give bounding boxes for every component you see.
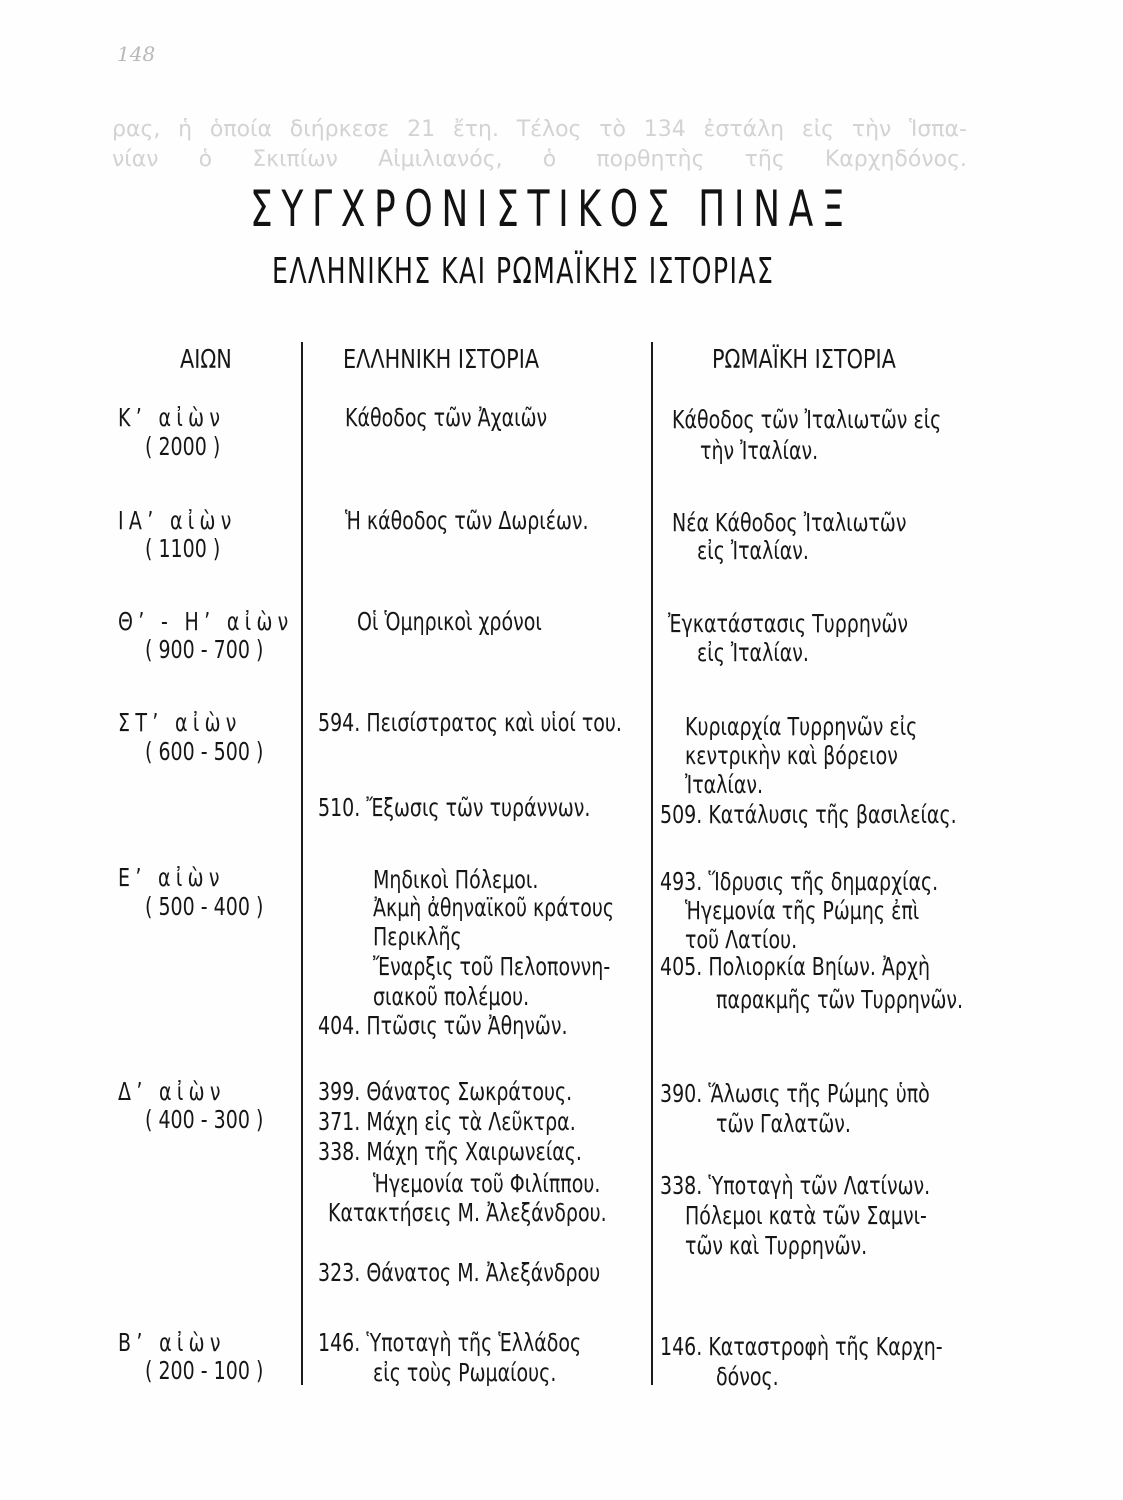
greek-event-line: 146. Ὑποταγὴ τῆς Ἑλλάδος (318, 1328, 582, 1357)
greek-event-line: 323. Θάνατος Μ. Ἀλεξάνδρου (318, 1258, 601, 1287)
century-years: ( 1100 ) (145, 534, 221, 563)
greek-event-line: 404. Πτῶσις τῶν Ἀθηνῶν. (318, 1011, 568, 1040)
greek-event-line: 399. Θάνατος Σωκράτους. (318, 1077, 573, 1106)
roman-event-line: εἰς Ἰταλίαν. (697, 638, 809, 667)
century-years: ( 600 - 500 ) (145, 737, 264, 766)
column-header-greek-history: ΕΛΛΗΝΙΚΗ ΙΣΤΟΡΙΑ (343, 345, 540, 375)
column-divider (651, 342, 653, 1385)
roman-event-line: Ἰταλίαν. (685, 770, 764, 799)
roman-event-line: Κάθοδος τῶν Ἰταλιωτῶν εἰς (672, 405, 942, 434)
column-header-century: ΑΙΩΝ (180, 345, 232, 375)
greek-event-line: 338. Μάχη τῆς Χαιρωνείας. (318, 1137, 582, 1166)
roman-event-line: Ἡγεμονία τῆς Ρώμης ἐπὶ (685, 896, 920, 925)
century-label: Θ’ - Η’ αἰὼν (118, 607, 294, 636)
century-years: ( 2000 ) (145, 432, 221, 461)
roman-event-line: 390. Ἅλωσις τῆς Ρώμης ὑπὸ (660, 1079, 930, 1108)
roman-event-line: 146. Καταστροφὴ τῆς Καρχη- (660, 1332, 943, 1361)
greek-event-line: σιακοῦ πολέμου. (373, 982, 530, 1011)
century-years: ( 500 - 400 ) (145, 892, 264, 921)
greek-event-line: 371. Μάχη εἰς τὰ Λεῦκτρα. (318, 1107, 576, 1136)
column-header-roman-history: ΡΩΜΑΪΚΗ ΙΣΤΟΡΙΑ (712, 345, 896, 375)
greek-event-line: Μηδικοὶ Πόλεμοι. (373, 865, 539, 894)
roman-event-line: τὴν Ἰταλίαν. (700, 436, 819, 465)
page-subtitle: ΕΛΛΗΝΙΚΗΣ ΚΑΙ ΡΩΜΑΪΚΗΣ ΙΣΤΟΡΙΑΣ (272, 251, 775, 292)
bleed-through-line: νίαν ὁ Σκιπίων Αἰμιλιανός, ὁ πορθητὴς τῆς Καρχηδόνος. (112, 147, 967, 172)
column-divider (301, 342, 303, 1385)
bleed-through-line: ρας, ἡ ὁποία διήρκεσε 21 ἔτη. Τέλος τὸ 134 ἐστάλη εἰς τὴν Ἱσπα- (112, 117, 967, 142)
greek-event-line: εἰς τοὺς Ρωμαίους. (373, 1358, 557, 1387)
page-number: 148 (117, 42, 156, 66)
century-years: ( 900 - 700 ) (145, 635, 264, 664)
roman-event-line: τοῦ Λατίου. (685, 925, 798, 954)
roman-event-line: Πόλεμοι κατὰ τῶν Σαμνι- (685, 1201, 927, 1230)
roman-event-line: 509. Κατάλυσις τῆς βασιλείας. (660, 800, 957, 829)
roman-event-line: 493. Ἵδρυσις τῆς δημαρχίας. (660, 867, 939, 896)
century-label: Δ’ αἰὼν (118, 1077, 226, 1106)
greek-event-line: Οἱ Ὁμηρικοὶ χρόνοι (357, 607, 542, 636)
page-title: ΣΥΓΧΡΟΝΙΣΤΙΚΟΣ ΠΙΝΑΞ (250, 180, 854, 238)
century-label: Ε’ αἰὼν (118, 863, 225, 892)
greek-event-line: 594. Πεισίστρατος καὶ υἱοί του. (318, 708, 622, 737)
roman-event-line: παρακμῆς τῶν Τυρρηνῶν. (716, 985, 964, 1014)
greek-event-line: Ἀκμὴ ἀθηναϊκοῦ κράτους (373, 893, 614, 922)
roman-event-line: τῶν καὶ Τυρρηνῶν. (685, 1231, 868, 1260)
century-years: ( 400 - 300 ) (145, 1105, 264, 1134)
roman-event-line: 405. Πολιορκία Βηίων. Ἀρχὴ (660, 952, 930, 981)
century-years: ( 200 - 100 ) (145, 1356, 264, 1385)
century-label: ΣΤ’ αἰὼν (118, 708, 242, 737)
roman-event-line: Κυριαρχία Τυρρηνῶν εἰς (685, 712, 918, 741)
roman-event-line: δόνος. (716, 1362, 779, 1391)
greek-event-line: Ἔναρξις τοῦ Πελοποννη- (373, 952, 611, 981)
greek-event-line: Περικλῆς (373, 922, 462, 951)
roman-event-line: κεντρικὴν καὶ βόρειον (685, 741, 898, 770)
roman-event-line: εἰς Ἰταλίαν. (697, 536, 809, 565)
greek-event-line: Κάθοδος τῶν Ἀχαιῶν (345, 403, 548, 432)
greek-event-line: Ἡγεμονία τοῦ Φιλίππου. (373, 1169, 601, 1198)
roman-event-line: Ἐγκατάστασις Τυρρηνῶν (668, 609, 909, 638)
roman-event-line: 338. Ὑποταγὴ τῶν Λατίνων. (660, 1171, 931, 1200)
greek-event-line: 510. Ἔξωσις τῶν τυράννων. (318, 793, 591, 822)
century-label: Β’ αἰὼν (118, 1328, 226, 1357)
century-label: Κ’ αἰὼν (118, 403, 226, 432)
greek-event-line: Κατακτήσεις Μ. Ἀλεξάνδρου. (328, 1198, 607, 1227)
roman-event-line: Νέα Κάθοδος Ἰταλιωτῶν (672, 508, 907, 537)
century-label: ΙΑ’ αἰὼν (118, 506, 237, 535)
greek-event-line: Ἡ κάθοδος τῶν Δωριέων. (345, 506, 589, 535)
roman-event-line: τῶν Γαλατῶν. (716, 1109, 851, 1138)
